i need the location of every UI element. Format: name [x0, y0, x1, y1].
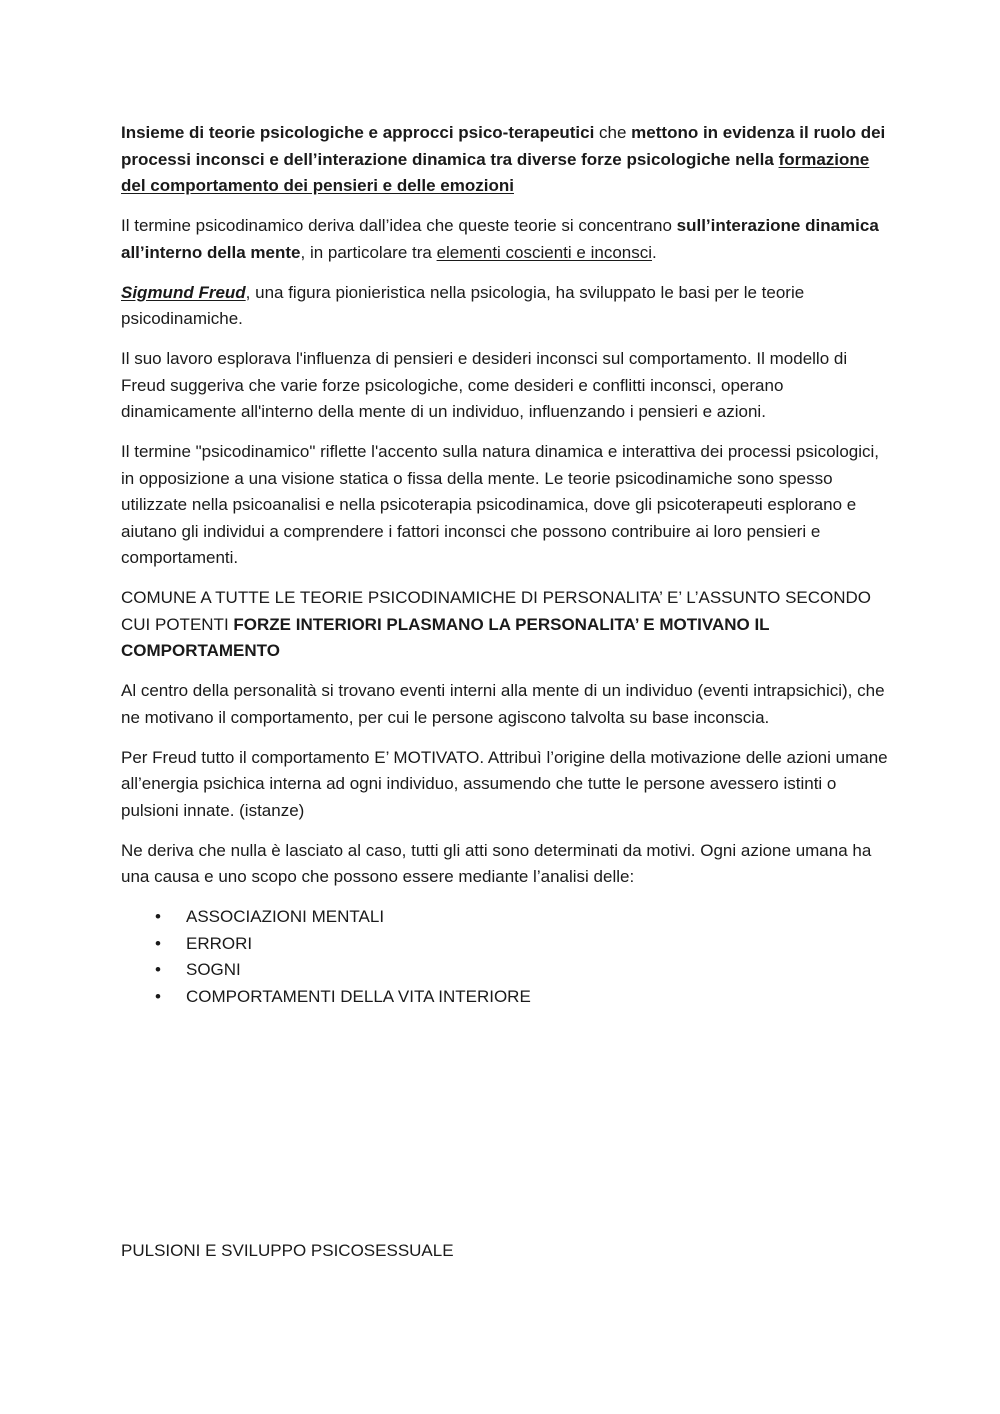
paragraph-definition — [121, 120, 891, 200]
section-heading-pulsioni: PULSIONI E SVILUPPO PSICOSESSUALE — [121, 1241, 454, 1260]
paragraph-causes: Ne deriva che nulla è lasciato al caso, tutti gli atti sono determinati da motivi. Ogni azione umana ha una causa e uno scopo che possono essere mediante l’analisi delle: — [121, 840, 872, 886]
bullet-icon: • — [155, 907, 161, 926]
common-assumption-text: COMUNE A TUTTE LE TEORIE PSICODINAMICHE DI PERSONALITA’ E’ L’ASSUNTO SECONDO CUI POTENTI — [121, 588, 872, 634]
paragraph-personality-center: Al centro della personalità si trovano eventi interni alla mente di un individuo (eventi intrapsichici), che ne motivano il comportamento, per cui le persone agiscono talvolta su base inconscia. — [121, 681, 885, 727]
definition-connector: che — [594, 123, 632, 142]
document-body — [121, 120, 891, 1010]
paragraph-motivation: Per Freud tutto il comportamento E’ MOTIVATO. Attribuì l’origine della motivazione delle azioni umane all’energia psichica interna ad ogni individuo, assumendo che tutte le persone avessero istinti o pulsioni innate. (istanze) — [121, 747, 888, 820]
list-item — [121, 957, 891, 984]
analysis-list — [121, 904, 891, 1010]
term-origin-end: . — [652, 242, 657, 262]
definition-underlined-phrase: formazione del comportamento dei pensieri e delle emozioni — [121, 149, 870, 195]
definition-bold-body: mettono in evidenza il ruolo dei processi inconsci e dell’interazione dinamica tra diverse forze psicologiche nella — [121, 123, 886, 169]
paragraph-common-assumption — [121, 585, 891, 665]
term-origin-bold: sull’interazione dinamica all’interno della mente — [121, 216, 879, 262]
list-item-label: SOGNI — [186, 960, 241, 979]
bullet-icon: • — [155, 986, 161, 1006]
freud-name: Sigmund Freud — [121, 282, 246, 302]
freud-text: , una figura pionieristica nella psicologia, ha sviluppato le basi per le teorie psicodinamiche. — [121, 282, 805, 328]
list-item — [121, 904, 891, 931]
term-origin-underlined: elementi coscienti e inconsci — [436, 242, 653, 262]
definition-bold-lead: Insieme di teorie psicologiche e approcci psico-terapeutici — [121, 123, 595, 142]
paragraph-term-origin — [121, 213, 891, 266]
list-item-label: ASSOCIAZIONI MENTALI — [186, 907, 385, 926]
paragraph-psychodynamic-term: Il termine "psicodinamico" riflette l'accento sulla natura dinamica e interattiva dei processi psicologici, in opposizione a una visione statica o fissa della mente. Le teorie psicodinamiche sono spesso utilizzate nella psicoanalisi e nella psicoterapia psicodinamica, dove gli psicoterapeuti esplorano e aiutano gli individui a comprendere i fattori inconsci che possono contribuire ai loro pensieri e comportamenti. — [121, 442, 880, 567]
paragraph-freud — [121, 280, 891, 333]
common-assumption-bold: FORZE INTERIORI PLASMANO LA PERSONALITA’ E MOTIVANO IL COMPORTAMENTO — [121, 614, 770, 660]
list-item — [121, 984, 891, 1011]
term-origin-connector: , in particolare tra — [300, 242, 437, 262]
bullet-icon: • — [155, 933, 161, 953]
bullet-icon: • — [155, 960, 161, 979]
list-item — [121, 931, 891, 958]
list-item-label: COMPORTAMENTI DELLA VITA INTERIORE — [186, 986, 531, 1006]
paragraph-freud-work: Il suo lavoro esplorava l'influenza di pensieri e desideri inconsci sul comportamento. Il modello di Freud suggeriva che varie forze psicologiche, come desideri e conflitti inconsci, operano dinamicamente all'interno della mente di un individuo, influenzando i pensieri e azioni. — [121, 349, 848, 421]
list-item-label: ERRORI — [186, 933, 253, 953]
term-origin-text: Il termine psicodinamico deriva dall’idea che queste teorie si concentrano — [121, 216, 677, 235]
